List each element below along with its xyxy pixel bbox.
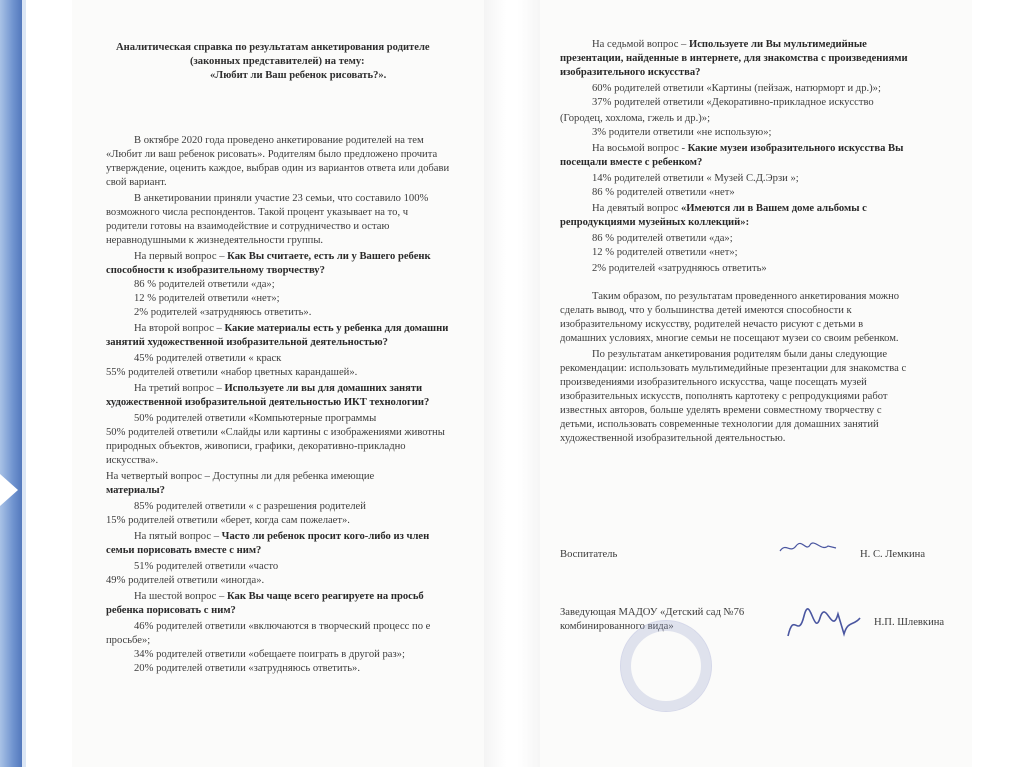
body-line: 37% родителей ответили «Декоративно-прикладное искусство bbox=[592, 97, 874, 108]
body-line: На восьмой вопрос - Какие музеи изобразительного искусства Вы bbox=[592, 143, 904, 154]
body-line: искусства». bbox=[106, 455, 159, 466]
body-line: 49% родителей ответили «иногда». bbox=[106, 575, 265, 586]
head-role-line2: комбинированного вида» bbox=[560, 621, 674, 632]
body-line: детьми, использовать современные технологии для домашних занятий bbox=[560, 419, 879, 430]
body-line: сделать вывод, что у большинства детей имеются способности к bbox=[560, 305, 852, 316]
body-line: природных объектов, живописи, графики, декоративно-прикладно bbox=[106, 441, 406, 452]
organization-stamp bbox=[620, 620, 712, 712]
body-line: На пятый вопрос – Часто ли ребенок просит кого-либо из член bbox=[134, 531, 430, 542]
body-line: 15% родителей ответили «берет, когда сам пожелает». bbox=[106, 515, 350, 526]
body-line: По результатам анкетирования родителям были даны следующие bbox=[592, 349, 888, 360]
body-line: 60% родителей ответили «Картины (пейзаж, натюрморт и др.)»; bbox=[592, 83, 881, 94]
document-page-left bbox=[72, 0, 484, 767]
body-line: На девятый вопрос «Имеются ли в Вашем доме альбомы с bbox=[592, 203, 867, 214]
body-line: 45% родителей ответили « краск bbox=[134, 353, 282, 364]
body-line: 51% родителей ответили «часто bbox=[134, 561, 279, 572]
body-line: семьи порисовать вместе с ним? bbox=[106, 545, 262, 556]
body-line: 2% родителей «затрудняюсь ответить». bbox=[134, 307, 312, 318]
body-line: материалы? bbox=[106, 485, 165, 496]
body-line: родители готовы на взаимодействие и сотрудничество и остаю bbox=[106, 221, 390, 232]
body-line: известных авторов, больше уделять времени совместному творчеству с bbox=[560, 405, 882, 416]
report-title-line: Аналитическая справка по результатам анкетирования родителе bbox=[116, 42, 430, 53]
body-line: (Городец, хохлома, гжель и др.)»; bbox=[560, 113, 711, 124]
body-line: художественной изобразительной деятельностью. bbox=[560, 433, 786, 444]
body-line: домашних условиях, многие семьи не посещают музеи со своим ребенком. bbox=[560, 333, 899, 344]
body-line: рекомендации: использовать мультимедийные презентации для знакомства с bbox=[560, 363, 907, 374]
body-line: На первый вопрос – Как Вы считаете, есть ли у Вашего ребенк bbox=[134, 251, 431, 262]
body-line: В октябре 2020 года проведено анкетирование родителей на тем bbox=[134, 135, 424, 146]
teacher-signature bbox=[778, 540, 838, 559]
body-line: 86 % родителей ответили «нет» bbox=[592, 187, 735, 198]
body-line: 86 % родителей ответили «да»; bbox=[134, 279, 275, 290]
body-line: произведениями изобразительного искусства, чаще посещать музей bbox=[560, 377, 867, 388]
body-line: изобразительного искусства? bbox=[560, 67, 701, 78]
body-line: способности к изобразительному творчеству? bbox=[106, 265, 325, 276]
body-line: На второй вопрос – Какие материалы есть у ребенка для домашни bbox=[134, 323, 449, 334]
head-signature bbox=[784, 606, 864, 646]
body-line: 20% родителей ответили «затрудняюсь ответить». bbox=[134, 663, 361, 674]
body-line: возможного числа респондентов. Такой процент указывает на то, ч bbox=[106, 207, 409, 218]
body-line: 46% родителей ответили «включаются в творческий процесс по е bbox=[134, 621, 431, 632]
body-line: 34% родителей ответили «обещаете поиграть в другой раз»; bbox=[134, 649, 405, 660]
body-line: 50% родителей ответили «Компьютерные программы bbox=[134, 413, 377, 424]
body-line: свой вариант. bbox=[106, 177, 167, 188]
body-line: посещали вместе с ребенком? bbox=[560, 157, 703, 168]
body-line: «Любит ли ваш ребенок рисовать». Родителям было предложено прочита bbox=[106, 149, 438, 160]
body-line: художественной изобразительной деятельностью ИКТ технологии? bbox=[106, 397, 430, 408]
body-line: 50% родителей ответили «Слайды или картины с изображениями животны bbox=[106, 427, 445, 438]
page-gutter bbox=[484, 0, 540, 767]
teacher-role: Воспитатель bbox=[560, 549, 618, 560]
body-line: 3% родители ответили «не использую»; bbox=[592, 127, 772, 138]
slide-accent-arrow bbox=[0, 474, 18, 506]
body-line: Таким образом, по результатам проведенного анкетирования можно bbox=[592, 291, 900, 302]
body-line: неравнодушными к жизнедеятельности группы. bbox=[106, 235, 324, 246]
body-line: изобразительных искусств, пополнять картотеку с репродукциями работ bbox=[560, 391, 888, 402]
body-line: 12 % родителей ответили «нет»; bbox=[592, 247, 738, 258]
body-line: репродукциями музейных коллекций»: bbox=[560, 217, 750, 228]
body-line: утверждение, оценить каждое, выбрав один из вариантов ответа или добави bbox=[106, 163, 450, 174]
body-line: презентации, найденные в интернете, для знакомства с произведениями bbox=[560, 53, 908, 64]
body-line: 55% родителей ответили «набор цветных карандашей». bbox=[106, 367, 358, 378]
body-line: На шестой вопрос – Как Вы чаще всего реагируете на просьб bbox=[134, 591, 424, 602]
body-line: изобразительному искусству, родителей нечасто рисуют с детьми в bbox=[560, 319, 864, 330]
teacher-name: Н. С. Лемкина bbox=[860, 549, 926, 560]
body-line: 86 % родителей ответили «да»; bbox=[592, 233, 733, 244]
slide-accent-edge bbox=[22, 0, 26, 767]
body-line: просьбе»; bbox=[106, 635, 151, 646]
body-line: 2% родителей «затрудняюсь ответить» bbox=[592, 263, 767, 274]
report-title-line: (законных представителей) на тему: bbox=[190, 56, 365, 67]
body-line: занятий художественной изобразительной деятельностью? bbox=[106, 337, 388, 348]
body-line: 14% родителей ответили « Музей С.Д.Эрзи »; bbox=[592, 173, 799, 184]
head-name: Н.П. Шлевкина bbox=[874, 617, 945, 628]
body-line: 85% родителей ответили « с разрешения родителей bbox=[134, 501, 366, 512]
report-title-line: «Любит ли Ваш ребенок рисовать?». bbox=[210, 70, 387, 81]
body-line: На седьмой вопрос – Используете ли Вы мультимедийные bbox=[592, 39, 867, 50]
head-role-line1: Заведующая МАДОУ «Детский сад №76 bbox=[560, 607, 745, 618]
body-line: ребенка порисовать с ним? bbox=[106, 605, 236, 616]
body-line: На четвертый вопрос – Доступны ли для ребенка имеющие bbox=[106, 471, 375, 482]
body-line: На третий вопрос – Используете ли вы для домашних заняти bbox=[134, 383, 423, 394]
document-page-right bbox=[540, 0, 972, 767]
slide-accent-bar bbox=[0, 0, 24, 767]
body-line: В анкетировании приняли участие 23 семьи, что составило 100% bbox=[134, 193, 429, 204]
body-line: 12 % родителей ответили «нет»; bbox=[134, 293, 280, 304]
